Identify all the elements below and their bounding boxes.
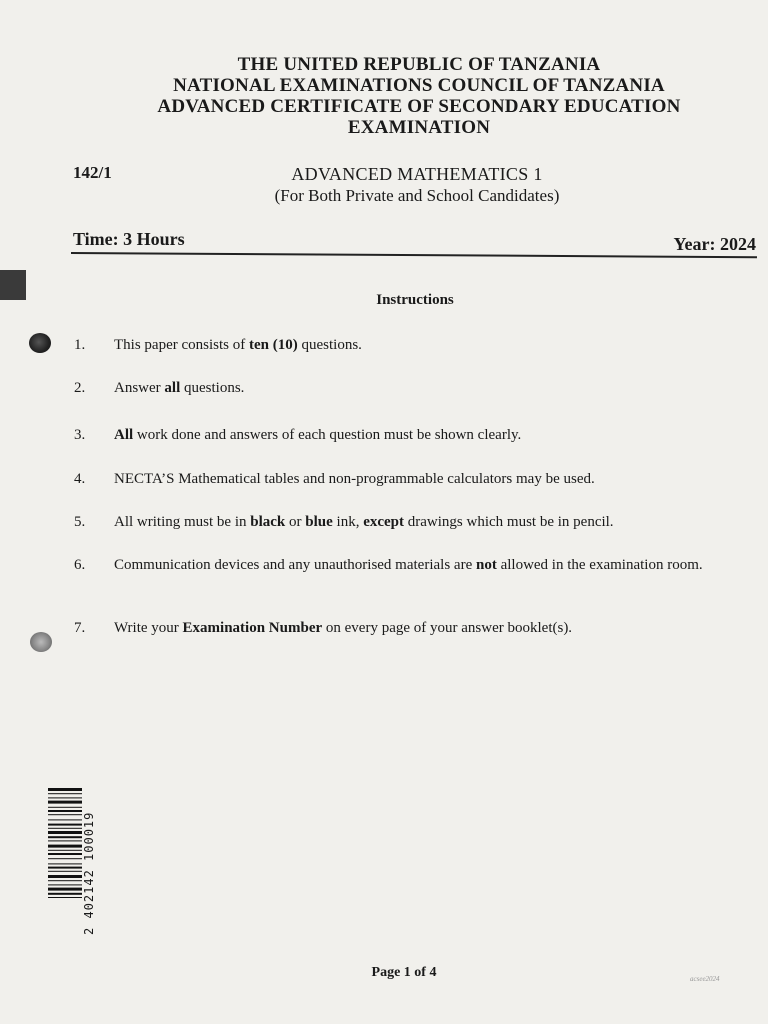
punch-hole bbox=[30, 632, 52, 652]
header-line-country: THE UNITED REPUBLIC OF TANZANIA bbox=[237, 54, 601, 75]
instruction-number: 2. bbox=[74, 380, 86, 396]
header-divider bbox=[71, 252, 757, 258]
header-line-council: NATIONAL EXAMINATIONS COUNCIL OF TANZANIA bbox=[173, 75, 665, 96]
instruction-text-part: NECTA’S Mathematical tables and non-programmable calculators may be used. bbox=[114, 471, 595, 487]
instruction-text-part: Answer bbox=[114, 380, 165, 396]
instruction-text-part: drawings which must be in pencil. bbox=[404, 514, 614, 530]
instruction-number: 6. bbox=[74, 557, 86, 573]
barcode-bar bbox=[48, 793, 82, 794]
barcode-bar bbox=[48, 788, 82, 791]
instruction-text-part: This paper consists of bbox=[114, 337, 249, 353]
exam-duration: Time: 3 Hours bbox=[73, 229, 185, 249]
instruction-text-part: questions. bbox=[297, 337, 362, 353]
instruction-number: 5. bbox=[74, 514, 86, 530]
barcode-bar bbox=[48, 875, 82, 878]
instruction-emphasis: Examination Number bbox=[182, 620, 323, 636]
instruction-text-part: Write your bbox=[114, 620, 183, 636]
instruction-text bbox=[114, 427, 729, 444]
barcode-bar bbox=[48, 801, 82, 804]
barcode-bar bbox=[48, 897, 82, 898]
barcode-bar bbox=[48, 845, 82, 848]
header-line-certificate: ADVANCED CERTIFICATE OF SECONDARY EDUCATION bbox=[157, 96, 681, 117]
barcode-bar bbox=[48, 840, 82, 841]
barcode-bar bbox=[48, 871, 82, 872]
instruction-emphasis: except bbox=[363, 514, 405, 530]
barcode-bar bbox=[48, 814, 82, 815]
instruction-emphasis: ten (10) bbox=[248, 337, 298, 353]
paper-code: 142/1 bbox=[73, 163, 112, 182]
barcode-bar bbox=[48, 853, 82, 855]
barcode-bar bbox=[48, 831, 82, 834]
barcode-bar bbox=[48, 807, 82, 808]
instruction-text-part: All writing must be in bbox=[114, 514, 251, 530]
barcode-bar bbox=[48, 850, 82, 851]
instruction-emphasis: not bbox=[475, 557, 497, 573]
subject-title: ADVANCED MATHEMATICS 1 bbox=[291, 164, 543, 184]
exam-year: Year: 2024 bbox=[673, 234, 756, 254]
candidates-note: (For Both Private and School Candidates) bbox=[274, 186, 560, 205]
instruction-number: 3. bbox=[74, 427, 86, 443]
instruction-text-part: questions. bbox=[180, 380, 245, 396]
header-line-examination: EXAMINATION bbox=[347, 117, 491, 138]
instruction-text-part: ink, bbox=[332, 514, 364, 530]
instruction-text-part: allowed in the examination room. bbox=[496, 557, 703, 573]
instruction-text bbox=[114, 514, 729, 531]
instruction-text bbox=[114, 471, 729, 488]
instruction-emphasis: all bbox=[164, 380, 181, 396]
barcode-bar bbox=[48, 893, 82, 895]
instruction-text-part: Communication devices and any unauthorised materials are bbox=[114, 557, 476, 573]
instruction-emphasis: All bbox=[114, 427, 134, 443]
barcode-bar bbox=[48, 884, 82, 885]
instruction-emphasis: black bbox=[250, 514, 286, 530]
instruction-emphasis: blue bbox=[305, 514, 333, 530]
page-number: Page 1 of 4 bbox=[371, 965, 437, 980]
barcode-number: 2 402142 100019 bbox=[82, 811, 96, 935]
barcode-bar bbox=[48, 797, 82, 798]
instruction-text-part: work done and answers of each question must be shown clearly. bbox=[133, 427, 522, 443]
instruction-number: 1. bbox=[74, 337, 86, 353]
barcode-bar bbox=[48, 819, 82, 820]
instruction-text bbox=[114, 380, 729, 397]
barcode-bar bbox=[48, 858, 82, 859]
barcode-bar bbox=[48, 824, 82, 826]
subject-block bbox=[232, 163, 602, 206]
barcode-bar bbox=[48, 863, 82, 864]
instruction-number: 7. bbox=[74, 620, 86, 636]
barcode-bar bbox=[48, 867, 82, 869]
instruction-text-part: on every page of your answer booklet(s). bbox=[322, 620, 573, 636]
instructions-heading: Instructions bbox=[376, 292, 454, 308]
instruction-text bbox=[114, 337, 729, 354]
exam-header bbox=[0, 54, 768, 138]
instruction-text bbox=[114, 620, 729, 637]
punch-hole bbox=[29, 333, 51, 353]
barcode-bar bbox=[48, 836, 82, 838]
barcode-bar bbox=[48, 828, 82, 829]
instruction-number: 4. bbox=[74, 471, 86, 487]
barcode-bar bbox=[48, 810, 82, 812]
watermark-mark: acsee2024 bbox=[690, 975, 720, 983]
barcode-bar bbox=[48, 888, 82, 891]
barcode-bar bbox=[48, 880, 82, 881]
instruction-text bbox=[114, 557, 729, 574]
instruction-text-part: or bbox=[285, 514, 306, 530]
